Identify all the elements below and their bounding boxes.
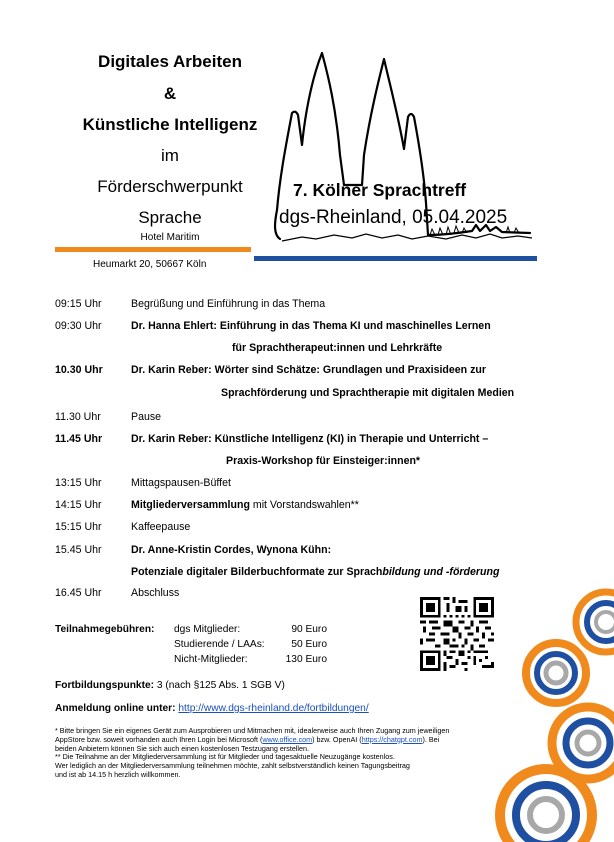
schedule-row <box>0 521 614 539</box>
orange-bar <box>55 247 251 252</box>
footnote-line: ** Die Teilnahme an der Mitgliederversammlung ist für Mitglieder und tagesaktuelle Neuzugänge kostenlos. <box>55 752 395 762</box>
footnote-text: ) bzw. OpenAI ( <box>312 734 362 744</box>
schedule-text: Dr. Hanna Ehlert: Einführung in das Thema KI und maschinelles Lernen <box>131 320 491 332</box>
title-line-3: Künstliche Intelligenz <box>82 115 258 134</box>
fee-group: Nicht-Mitglieder: <box>174 654 248 665</box>
schedule-row <box>0 499 614 517</box>
schedule-continuation: für Sprachtherapeut:innen und Lehrkräfte <box>232 342 443 354</box>
schedule-row <box>0 544 614 562</box>
footnote-text: ). Bei <box>422 734 440 744</box>
schedule-continuation-a: Potenziale digitaler Bilderbuchformate zur Sprach <box>131 566 383 578</box>
event-org-date: dgs-Rheinland, 05.04.2025 <box>279 207 508 228</box>
footnote-line: * Bitte bringen Sie ein eigenes Gerät zum Ausprobieren und Mitmachen mit, idealerweise auch Ihren Zugang zum jeweiligen <box>55 726 450 735</box>
schedule-time: 15.45 Uhr <box>55 544 102 556</box>
footnote-line: und ist ab 14.15 h herzlich willkommen. <box>55 769 181 779</box>
schedule-text: Abschluss <box>131 587 180 599</box>
footnote-text: AppStore bzw. soweit vorhanden auch Ihren Login bei Microsoft ( <box>55 734 263 744</box>
title-line-1: Digitales Arbeiten <box>98 52 242 71</box>
schedule-time: 10.30 Uhr <box>55 364 103 376</box>
schedule-text: Dr. Karin Reber: Wörter sind Schätze: Grundlagen und Praxisideen zur <box>131 364 486 376</box>
schedule-text: Pause <box>131 411 162 423</box>
schedule-time: 13:15 Uhr <box>55 477 102 489</box>
schedule-text: Begrüßung und Einführung in das Thema <box>131 298 326 310</box>
schedule-row <box>0 320 614 338</box>
office-link[interactable]: www.office.com <box>262 734 313 744</box>
schedule-row <box>0 477 614 495</box>
fee-group: dgs Mitglieder: <box>174 624 241 635</box>
points-value: 3 (nach §125 Abs. 1 SGB V) <box>154 680 285 691</box>
schedule-time: 11.45 Uhr <box>55 433 103 445</box>
chatgpt-link[interactable]: https://chatgpt.com <box>361 734 423 744</box>
schedule-text: mit Vorstandswahlen** <box>249 499 359 511</box>
registration-label: Anmeldung online unter: <box>55 703 176 714</box>
schedule-continuation: Praxis-Workshop für Einsteiger:innen* <box>226 455 421 467</box>
venue-name: Hotel Maritim <box>140 232 200 243</box>
schedule-text: Kaffeepause <box>131 521 191 533</box>
event-name: 7. Kölner Sprachtreff <box>293 180 467 200</box>
fee-price: 130 Euro <box>285 654 327 665</box>
schedule-row <box>0 298 614 316</box>
footnote-line: Wer lediglich an der Mitgliederversammlung teilnehmen möchte, zahlt selbstverständlich keinen Tagungsbeitrag <box>55 761 410 771</box>
registration <box>55 703 369 714</box>
registration-link[interactable]: http://www.dgs-rheinland.de/fortbildungen/ <box>178 703 369 714</box>
footnotes <box>55 727 525 780</box>
title-line-4: im <box>161 146 179 165</box>
schedule-row <box>0 411 614 429</box>
title-line-2: & <box>163 84 177 103</box>
schedule-continuation: Sprachförderung und Sprachtherapie mit digitalen Medien <box>221 387 515 399</box>
blue-bar <box>254 256 537 261</box>
schedule-row <box>0 433 614 451</box>
schedule-text: Dr. Anne-Kristin Cordes, Wynona Kühn: <box>131 544 332 556</box>
schedule-time: 14:15 Uhr <box>55 499 102 511</box>
training-points <box>55 680 285 691</box>
fee-price: 90 Euro <box>291 624 327 635</box>
schedule-continuation-b: bildung und -förderung <box>382 566 500 578</box>
decorative-rings-icon <box>480 585 614 842</box>
schedule-time: 11.30 Uhr <box>55 411 101 423</box>
schedule-text-bold: Mitgliederversammlung <box>131 499 250 511</box>
fee-group: Studierende / LAAs: <box>174 639 265 650</box>
schedule-row <box>0 364 614 382</box>
title-line-6: Sprache <box>138 208 202 227</box>
schedule-time: 16.45 Uhr <box>55 587 102 599</box>
schedule-time: 09:30 Uhr <box>55 320 102 332</box>
title-line-5: Förderschwerpunkt <box>97 177 243 196</box>
schedule-text: Mittagspausen-Büffet <box>131 477 231 489</box>
footnote-line: beiden Anbietern können Sie sich auch einen kostenlosen Testzugang erstellen. <box>55 743 310 753</box>
schedule-time: 09:15 Uhr <box>55 298 102 310</box>
points-label: Fortbildungspunkte: <box>55 680 155 691</box>
fees-label: Teilnahmegebühren: <box>55 624 155 635</box>
venue-address: Heumarkt 20, 50667 Köln <box>93 259 207 270</box>
schedule-continuation <box>131 566 499 578</box>
schedule-time: 15:15 Uhr <box>55 521 102 533</box>
fee-price: 50 Euro <box>291 639 327 650</box>
schedule-text: Dr. Karin Reber: Künstliche Intelligenz (KI) in Therapie und Unterricht – <box>131 433 489 445</box>
